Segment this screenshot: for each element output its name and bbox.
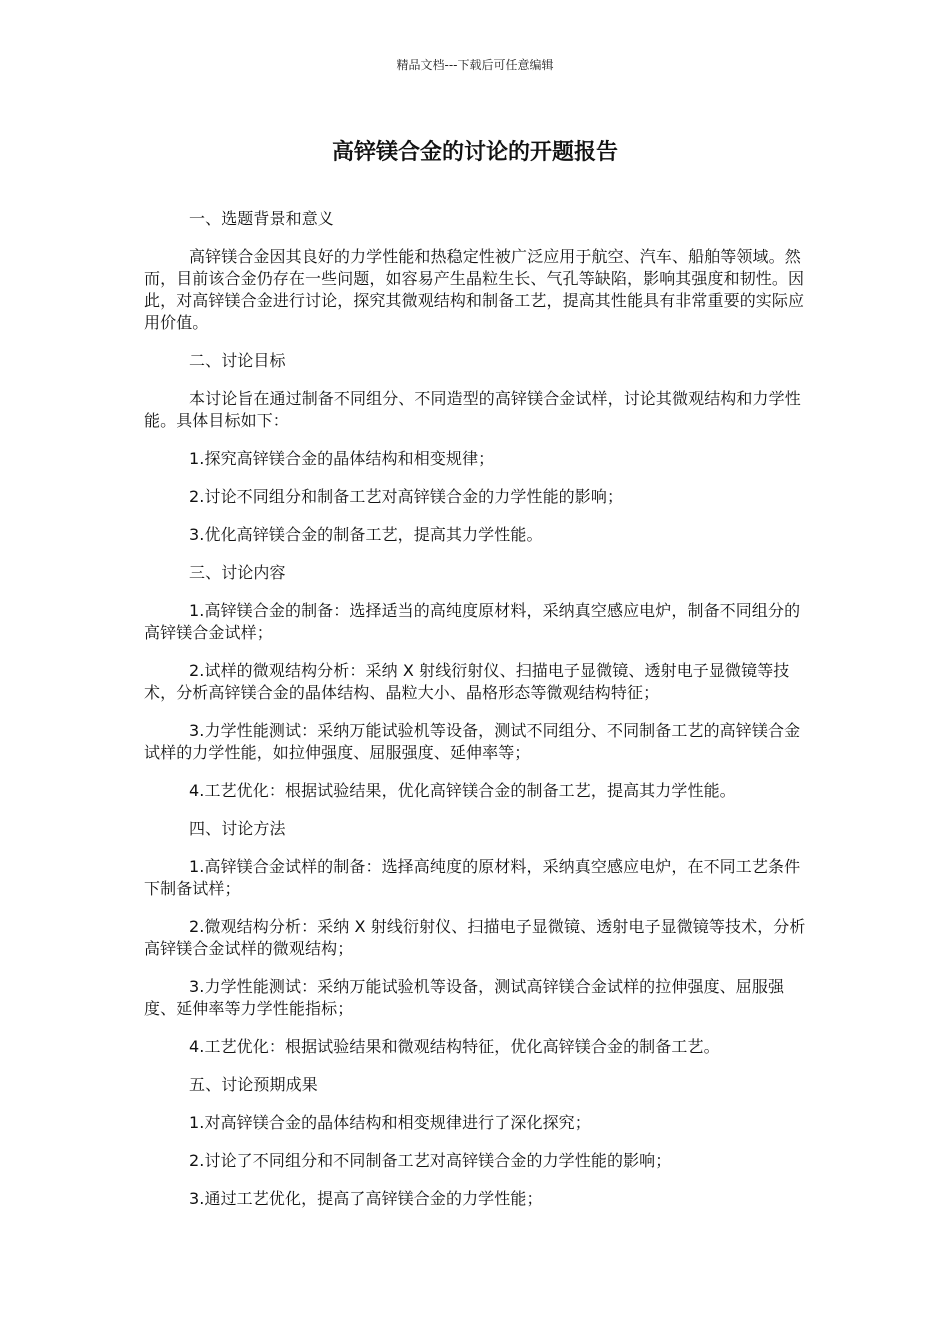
list-item-content-1: 1.高锌镁合金的制备：选择适当的高纯度原材料，采纳真空感应电炉，制备不同组分的高锌镁合金试样； [144, 601, 801, 642]
list-item-goal-1: 1.探究高锌镁合金的晶体结构和相变规律； [189, 449, 495, 468]
list-item-outcome-3: 3.通过工艺优化，提高了高锌镁合金的力学性能； [189, 1189, 543, 1208]
paragraph-background: 高锌镁合金因其良好的力学性能和热稳定性被广泛应用于航空、汽车、船舶等领域。然而，目前该合金仍存在一些问题，如容易产生晶粒生长、气孔等缺陷，影响其强度和韧性。因此，对高锌镁合金进行讨论，探究其微观结构和制备工艺，提高其性能具有非常重要的实际应用价值。 [144, 247, 805, 332]
list-item-method-1: 1.高锌镁合金试样的制备：选择高纯度的原材料，采纳真空感应电炉，在不同工艺条件下制备试样； [144, 857, 801, 898]
section-heading-goals: 二、讨论目标 [189, 351, 286, 370]
list-item-content-4: 4.工艺优化：根据试验结果，优化高锌镁合金的制备工艺，提高其力学性能。 [189, 781, 736, 800]
page-header-note: 精品文档---下载后可任意编辑 [396, 58, 554, 72]
list-item-outcome-1: 1.对高锌镁合金的晶体结构和相变规律进行了深化探究； [189, 1113, 591, 1132]
list-item-outcome-2: 2.讨论了不同组分和不同制备工艺对高锌镁合金的力学性能的影响； [189, 1151, 672, 1170]
section-heading-background: 一、选题背景和意义 [189, 209, 334, 228]
list-item-method-3: 3.力学性能测试：采纳万能试验机等设备，测试高锌镁合金试样的拉伸强度、屈服强度、延伸率等力学性能指标； [144, 977, 785, 1018]
paragraph-goals-intro: 本讨论旨在通过制备不同组分、不同造型的高锌镁合金试样，讨论其微观结构和力学性能。具体目标如下： [144, 389, 801, 430]
section-heading-content: 三、讨论内容 [189, 563, 286, 582]
list-item-goal-2: 2.讨论不同组分和制备工艺对高锌镁合金的力学性能的影响； [189, 487, 624, 506]
list-item-content-3: 3.力学性能测试：采纳万能试验机等设备，测试不同组分、不同制备工艺的高锌镁合金试样的力学性能，如拉伸强度、屈服强度、延伸率等； [144, 721, 801, 762]
list-item-goal-3: 3.优化高锌镁合金的制备工艺，提高其力学性能。 [189, 525, 543, 544]
document-title: 高锌镁合金的讨论的开题报告 [331, 140, 618, 165]
list-item-content-2: 2.试样的微观结构分析：采纳 X 射线衍射仪、扫描电子显微镜、透射电子显微镜等技术，分析高锌镁合金的晶体结构、晶粒大小、晶格形态等微观结构特征； [144, 661, 790, 702]
list-item-method-2: 2.微观结构分析：采纳 X 射线衍射仪、扫描电子显微镜、透射电子显微镜等技术，分析高锌镁合金试样的微观结构； [144, 917, 806, 958]
section-heading-methods: 四、讨论方法 [189, 819, 286, 838]
section-heading-outcomes: 五、讨论预期成果 [189, 1075, 318, 1094]
list-item-method-4: 4.工艺优化：根据试验结果和微观结构特征，优化高锌镁合金的制备工艺。 [189, 1037, 720, 1056]
document-body [144, 208, 812, 1226]
